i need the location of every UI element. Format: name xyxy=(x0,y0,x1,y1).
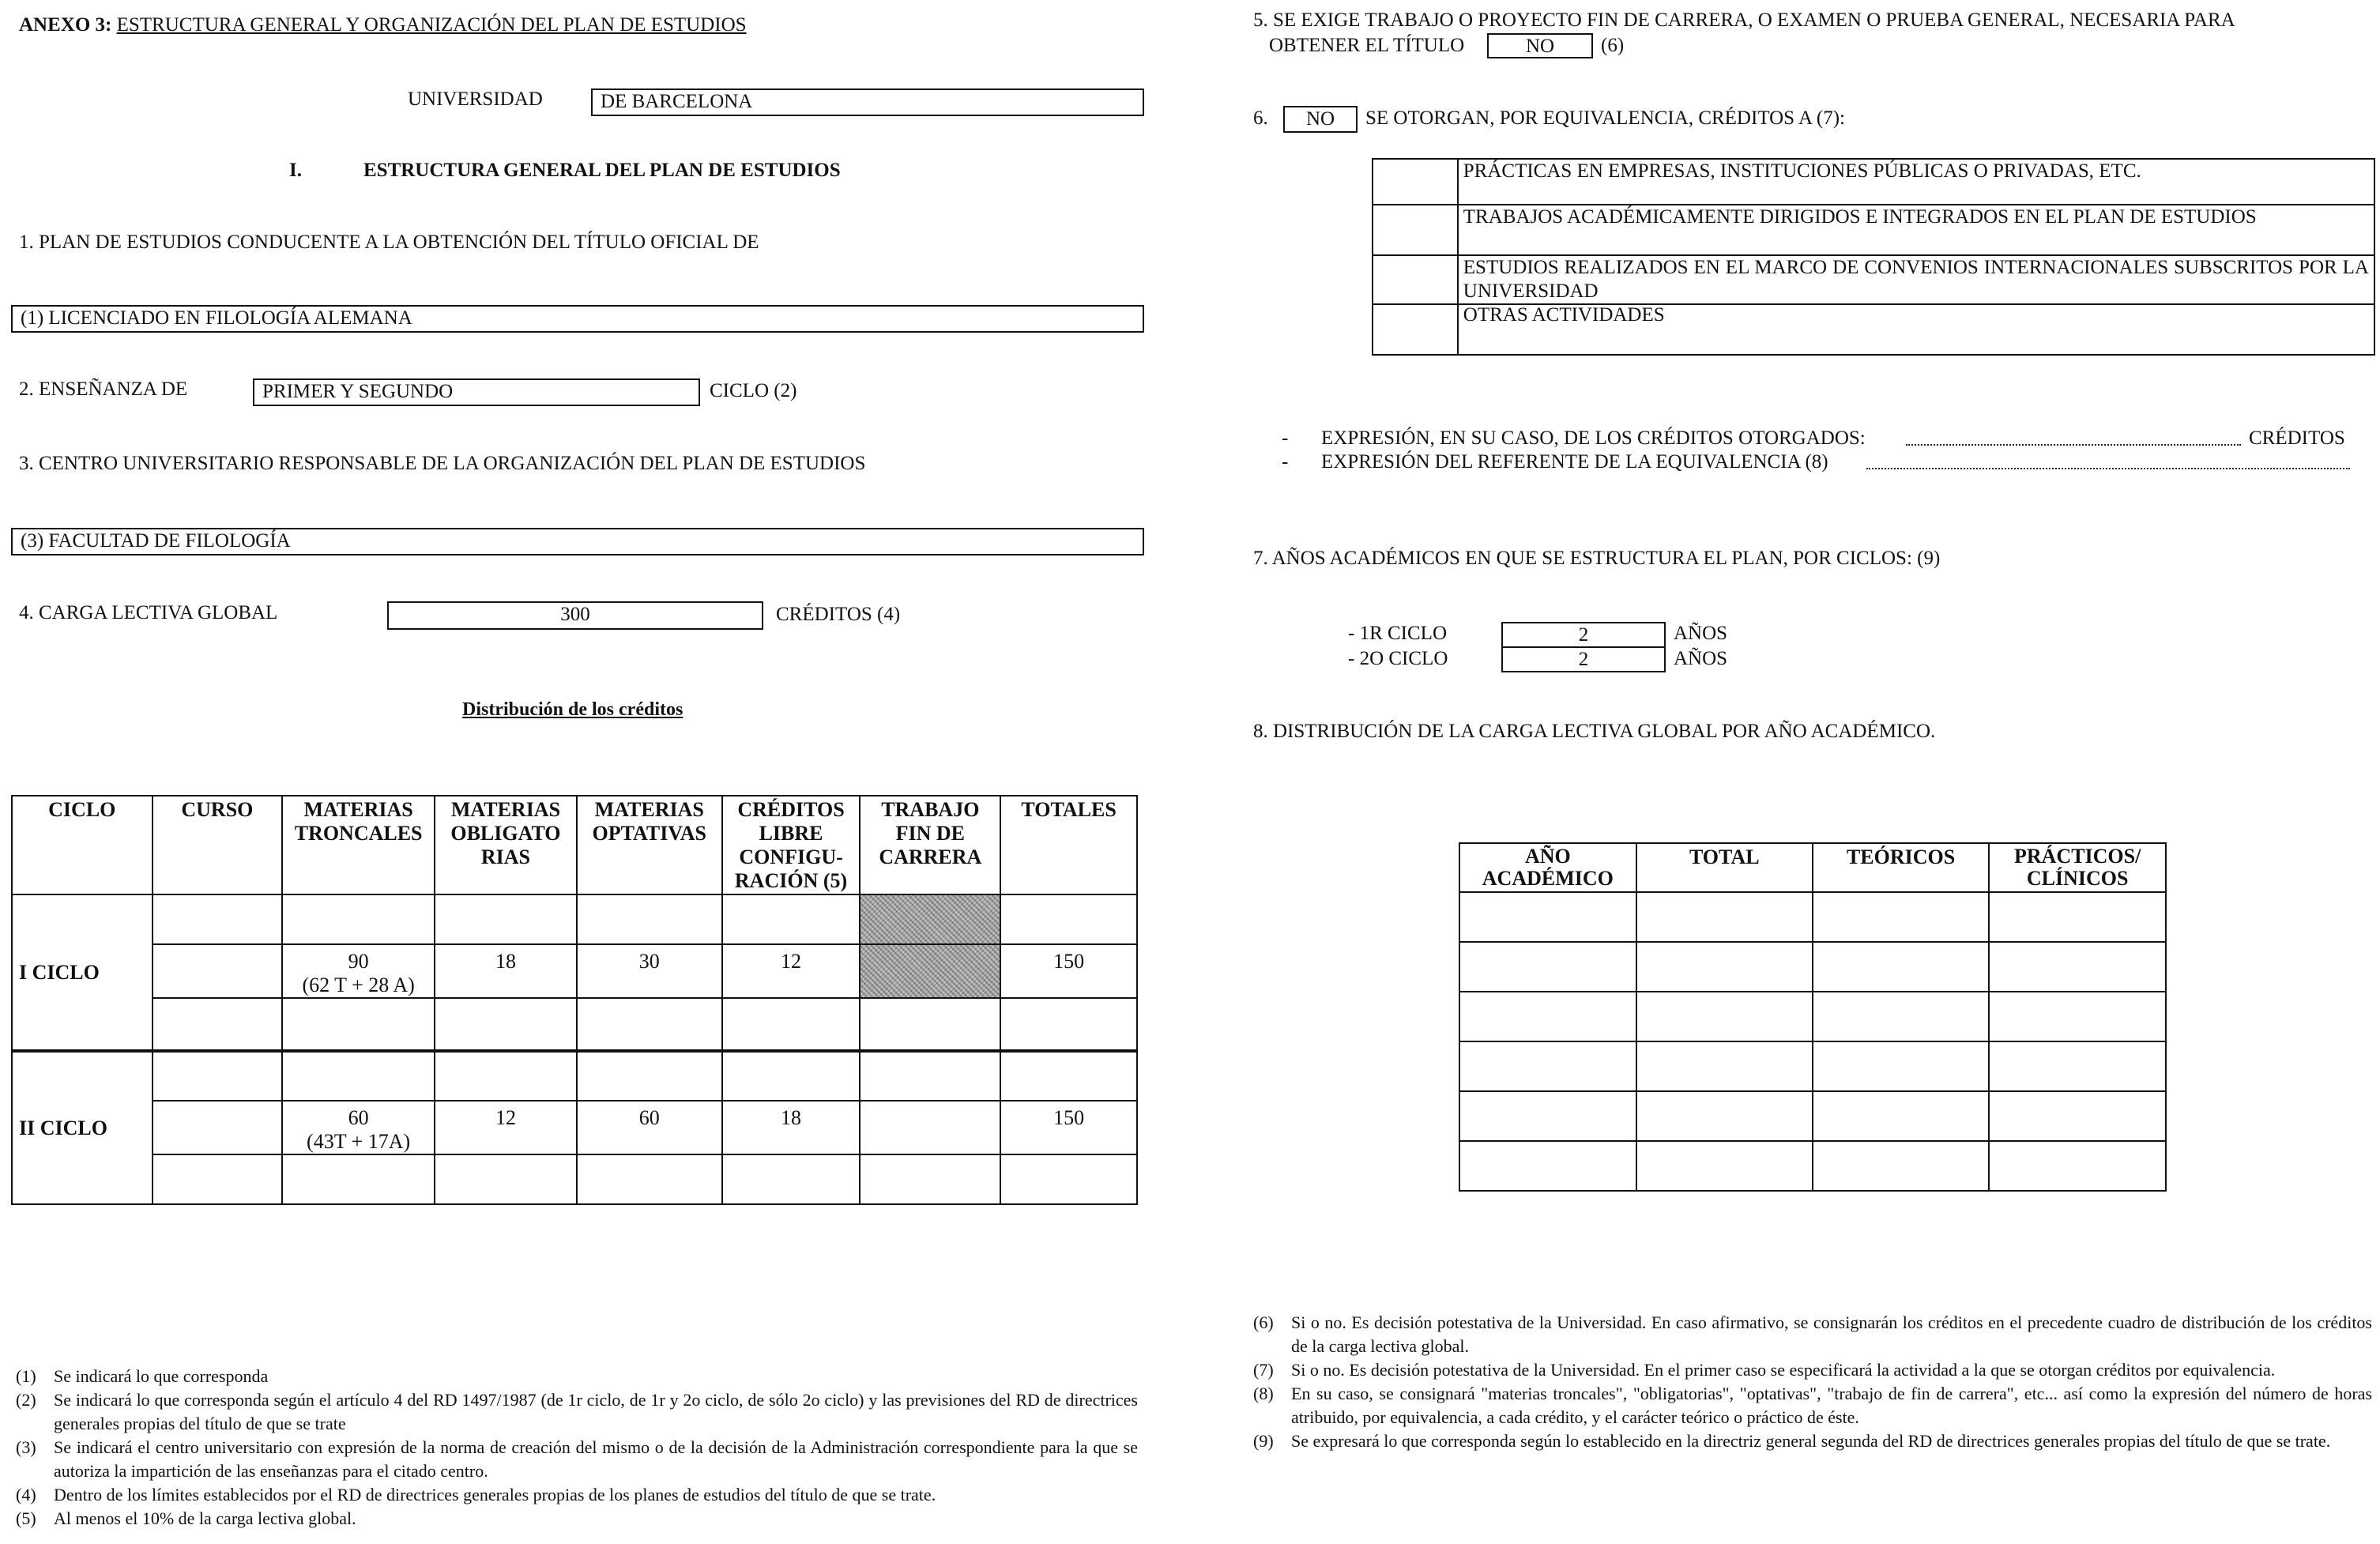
table-cell xyxy=(1459,892,1636,942)
table-row xyxy=(1373,205,2374,255)
section-number: I. xyxy=(289,160,302,181)
annex-title: ESTRUCTURA GENERAL Y ORGANIZACIÓN DEL PLAN DE ESTUDIOS xyxy=(116,14,747,36)
col-header-total: TOTAL xyxy=(1636,843,1813,892)
table-cell xyxy=(1989,892,2166,942)
table-row xyxy=(12,1101,1137,1154)
table-cell xyxy=(1636,942,1813,992)
q8-label: 8. DISTRIBUCIÓN DE LA CARGA LECTIVA GLOBAL POR AÑO ACADÉMICO. xyxy=(1253,721,1936,742)
troncales-cell: 60 (43T + 17A) xyxy=(282,1101,435,1154)
shaded-cell xyxy=(860,894,1000,944)
ciclo-label: I CICLO xyxy=(12,894,153,1051)
table-cell xyxy=(282,998,435,1051)
table-cell xyxy=(153,1154,283,1204)
q4-carga-field: 300 xyxy=(387,601,763,630)
table-cell xyxy=(1989,942,2166,992)
footnotes-right xyxy=(1253,1311,2372,1453)
table-cell xyxy=(1000,894,1137,944)
annual-header-row xyxy=(1459,843,2166,892)
dotted-leader xyxy=(1906,444,2241,446)
dash: - xyxy=(1282,451,1289,473)
table-cell xyxy=(1989,1091,2166,1141)
table-row xyxy=(12,944,1137,998)
q6-number: 6. xyxy=(1253,107,1268,129)
footnote: (9) Se expresará lo que corresponda según lo establecido en la directriz general segunda del RD de directrices generales propias del título de que se trate. xyxy=(1253,1431,2331,1451)
credits-table xyxy=(11,795,1138,1205)
table-cell xyxy=(860,1154,1000,1204)
table-cell xyxy=(577,894,722,944)
table-cell xyxy=(577,1051,722,1101)
table-cell xyxy=(1813,1041,1989,1091)
obligatorias-cell: 12 xyxy=(435,1101,577,1154)
table-cell xyxy=(1459,942,1636,992)
table-cell xyxy=(1000,1154,1137,1204)
table-cell xyxy=(1813,1091,1989,1141)
credits-header-row xyxy=(12,796,1137,894)
col-header-curso: CURSO xyxy=(153,796,283,894)
table-cell xyxy=(1636,992,1813,1041)
dotted-leader xyxy=(1866,468,2350,469)
q6-text: SE OTORGAN, POR EQUIVALENCIA, CRÉDITOS A (7): xyxy=(1365,107,1845,129)
expr-creditos-label: EXPRESIÓN, EN SU CASO, DE LOS CRÉDITOS OTORGADOS: xyxy=(1321,427,1866,449)
table-cell xyxy=(1813,1141,1989,1191)
ciclo-label: II CICLO xyxy=(12,1051,153,1204)
table-cell xyxy=(153,944,283,998)
expr-referente-label: EXPRESIÓN DEL REFERENTE DE LA EQUIVALENCIA (8) xyxy=(1321,451,1828,473)
q7-value-field: 2 xyxy=(1501,646,1666,672)
table-cell xyxy=(1636,1141,1813,1191)
table-row xyxy=(1459,892,2166,942)
table-cell xyxy=(282,894,435,944)
option-label: PRÁCTICAS EN EMPRESAS, INSTITUCIONES PÚBLICAS O PRIVADAS, ETC. xyxy=(1458,159,2374,205)
footnote: (2) Se indicará lo que corresponda según el artículo 4 del RD 1497/1987 (de 1r ciclo, de 1r y 2o ciclo, de sólo 2o ciclo) y las previsiones del RD de directrices generales propias del título de que se trate xyxy=(16,1390,1138,1433)
troncales-cell: 90 (62 T + 28 A) xyxy=(282,944,435,998)
table-row xyxy=(1459,1141,2166,1191)
table-cell xyxy=(153,998,283,1051)
col-header-libre: CRÉDITOS LIBRE CONFIGU- RACIÓN (5) xyxy=(722,796,860,894)
table-cell xyxy=(722,998,860,1051)
table-cell xyxy=(153,1101,283,1154)
checkbox-cell[interactable] xyxy=(1373,205,1458,255)
col-header-totales: TOTALES xyxy=(1000,796,1137,894)
col-header-optativas: MATERIAS OPTATIVAS xyxy=(577,796,722,894)
checkbox-cell[interactable] xyxy=(1373,304,1458,355)
universidad-label: UNIVERSIDAD xyxy=(408,88,543,110)
table-row xyxy=(1459,992,2166,1041)
col-header-ano: AÑO ACADÉMICO xyxy=(1459,843,1636,892)
q7-label: 7. AÑOS ACADÉMICOS EN QUE SE ESTRUCTURA EL PLAN, POR CICLOS: (9) xyxy=(1253,548,1941,569)
table-cell xyxy=(722,894,860,944)
table-cell xyxy=(435,1154,577,1204)
table-row xyxy=(1459,1091,2166,1141)
q7-row-unit: AÑOS xyxy=(1674,648,1728,669)
footnotes-left xyxy=(16,1365,1138,1531)
shaded-cell xyxy=(860,944,1000,998)
table-row xyxy=(12,894,1137,944)
footnote: (8) En su caso, se consignará "materias troncales", "obligatorias", "optativas", "trabajo de fin de carrera", etc... así como la expresión del número de horas atribuido, por equivalencia, a cada crédito, y el carácter teórico o práctico de éste. xyxy=(1253,1384,2372,1427)
table-cell xyxy=(435,998,577,1051)
table-cell xyxy=(1459,1041,1636,1091)
libre-cell: 12 xyxy=(722,944,860,998)
libre-cell: 18 xyxy=(722,1101,860,1154)
table-row xyxy=(1373,255,2374,304)
q7-row-label: - 2O CICLO xyxy=(1348,648,1448,669)
table-row xyxy=(1373,159,2374,205)
table-cell xyxy=(282,1154,435,1204)
option-label: TRABAJOS ACADÉMICAMENTE DIRIGIDOS E INTEGRADOS EN EL PLAN DE ESTUDIOS xyxy=(1458,205,2374,255)
checkbox-cell[interactable] xyxy=(1373,255,1458,304)
col-header-ciclo: CICLO xyxy=(12,796,153,894)
table-row xyxy=(1459,942,2166,992)
table-cell xyxy=(1636,1091,1813,1141)
table-cell xyxy=(722,1154,860,1204)
footnote: (6) Si o no. Es decisión potestativa de la Universidad. En caso afirmativo, se consignarán los créditos en el precedente cuadro de distribución de los créditos de la carga lectiva global. xyxy=(1253,1312,2372,1356)
table-row xyxy=(12,998,1137,1051)
q2-suffix: CICLO (2) xyxy=(710,380,797,401)
table-cell xyxy=(1989,1041,2166,1091)
table-cell xyxy=(435,1051,577,1101)
obligatorias-cell: 18 xyxy=(435,944,577,998)
checkbox-cell[interactable] xyxy=(1373,159,1458,205)
totales-cell: 150 xyxy=(1000,1101,1137,1154)
annex-heading xyxy=(19,14,747,36)
footnote: (3) Se indicará el centro universitario con expresión de la norma de creación del mismo o de la decisión de la Administración correspondiente para la que se autoriza la impartición de las enseñanzas para el citado centro. xyxy=(16,1437,1138,1481)
table-cell xyxy=(577,998,722,1051)
table-row xyxy=(1459,1041,2166,1091)
q5-line2: OBTENER EL TÍTULO xyxy=(1269,35,1465,56)
q4-suffix: CRÉDITOS (4) xyxy=(776,604,901,625)
section-title: ESTRUCTURA GENERAL DEL PLAN DE ESTUDIOS xyxy=(363,160,841,181)
q3-label: 3. CENTRO UNIVERSITARIO RESPONSABLE DE LA ORGANIZACIÓN DEL PLAN DE ESTUDIOS xyxy=(19,453,866,474)
equivalence-table xyxy=(1372,158,2375,356)
table-cell xyxy=(1989,1141,2166,1191)
annex-label: ANEXO 3: xyxy=(19,14,112,36)
table-cell xyxy=(1813,942,1989,992)
table-row xyxy=(12,1154,1137,1204)
option-label: OTRAS ACTIVIDADES xyxy=(1458,304,2374,355)
q7-row-unit: AÑOS xyxy=(1674,623,1728,644)
table-cell xyxy=(435,894,577,944)
q5-field: NO xyxy=(1487,33,1593,58)
col-header-teoricos: TEÓRICOS xyxy=(1813,843,1989,892)
optativas-cell: 30 xyxy=(577,944,722,998)
table-cell xyxy=(1636,892,1813,942)
q6-field: NO xyxy=(1283,106,1358,133)
table-row xyxy=(12,1051,1137,1101)
optativas-cell: 60 xyxy=(577,1101,722,1154)
table-cell xyxy=(577,1154,722,1204)
q5-line1: 5. SE EXIGE TRABAJO O PROYECTO FIN DE CARRERA, O EXAMEN O PRUEBA GENERAL, NECESARIA PARA xyxy=(1253,9,2235,31)
annual-load-table xyxy=(1459,842,2167,1192)
table-cell xyxy=(153,894,283,944)
footnote: (5) Al menos el 10% de la carga lectiva global. xyxy=(16,1508,356,1528)
col-header-obligatorias: MATERIAS OBLIGATO RIAS xyxy=(435,796,577,894)
expr-creditos-suffix: CRÉDITOS xyxy=(2249,427,2345,449)
footnote: (4) Dentro de los límites establecidos por el RD de directrices generales propias de los planes de estudios del título de que se trate. xyxy=(16,1485,936,1504)
table-cell xyxy=(1459,1091,1636,1141)
table-cell xyxy=(1636,1041,1813,1091)
table-cell xyxy=(1813,992,1989,1041)
table-cell xyxy=(1000,998,1137,1051)
table-cell xyxy=(722,1051,860,1101)
dash: - xyxy=(1282,427,1289,449)
q4-label: 4. CARGA LECTIVA GLOBAL xyxy=(19,602,278,623)
trabajo-cell xyxy=(860,1101,1000,1154)
distribution-title: Distribución de los créditos xyxy=(462,699,683,720)
col-header-troncales: MATERIAS TRONCALES xyxy=(282,796,435,894)
table-cell xyxy=(1459,992,1636,1041)
q2-label: 2. ENSEÑANZA DE xyxy=(19,378,188,400)
q1-label: 1. PLAN DE ESTUDIOS CONDUCENTE A LA OBTENCIÓN DEL TÍTULO OFICIAL DE xyxy=(19,232,759,253)
q3-centro-field: (3) FACULTAD DE FILOLOGÍA xyxy=(11,528,1144,555)
q7-row-label: - 1R CICLO xyxy=(1348,623,1447,644)
q1-title-field: (1) LICENCIADO EN FILOLOGÍA ALEMANA xyxy=(11,305,1144,333)
q2-ciclo-field: PRIMER Y SEGUNDO xyxy=(253,378,700,406)
col-header-practicos: PRÁCTICOS/ CLÍNICOS xyxy=(1989,843,2166,892)
table-cell xyxy=(282,1051,435,1101)
table-cell xyxy=(153,1051,283,1101)
table-cell xyxy=(1000,1051,1137,1101)
table-cell xyxy=(860,1051,1000,1101)
table-cell xyxy=(860,998,1000,1051)
q7-value-field: 2 xyxy=(1501,622,1666,648)
option-label: ESTUDIOS REALIZADOS EN EL MARCO DE CONVENIOS INTERNACIONALES SUBSCRITOS POR LA UNIVERSIDAD xyxy=(1458,255,2374,304)
table-cell xyxy=(1459,1141,1636,1191)
table-cell xyxy=(1989,992,2166,1041)
col-header-trabajo: TRABAJO FIN DE CARRERA xyxy=(860,796,1000,894)
table-cell xyxy=(1813,892,1989,942)
footnote: (1) Se indicará lo que corresponda xyxy=(16,1366,269,1386)
footnote: (7) Si o no. Es decisión potestativa de la Universidad. En el primer caso se especificará la actividad a la que se otorgan créditos por equivalencia. xyxy=(1253,1360,2276,1380)
q5-suffix: (6) xyxy=(1601,35,1625,56)
totales-cell: 150 xyxy=(1000,944,1137,998)
table-row xyxy=(1373,304,2374,355)
universidad-field: DE BARCELONA xyxy=(591,88,1144,116)
